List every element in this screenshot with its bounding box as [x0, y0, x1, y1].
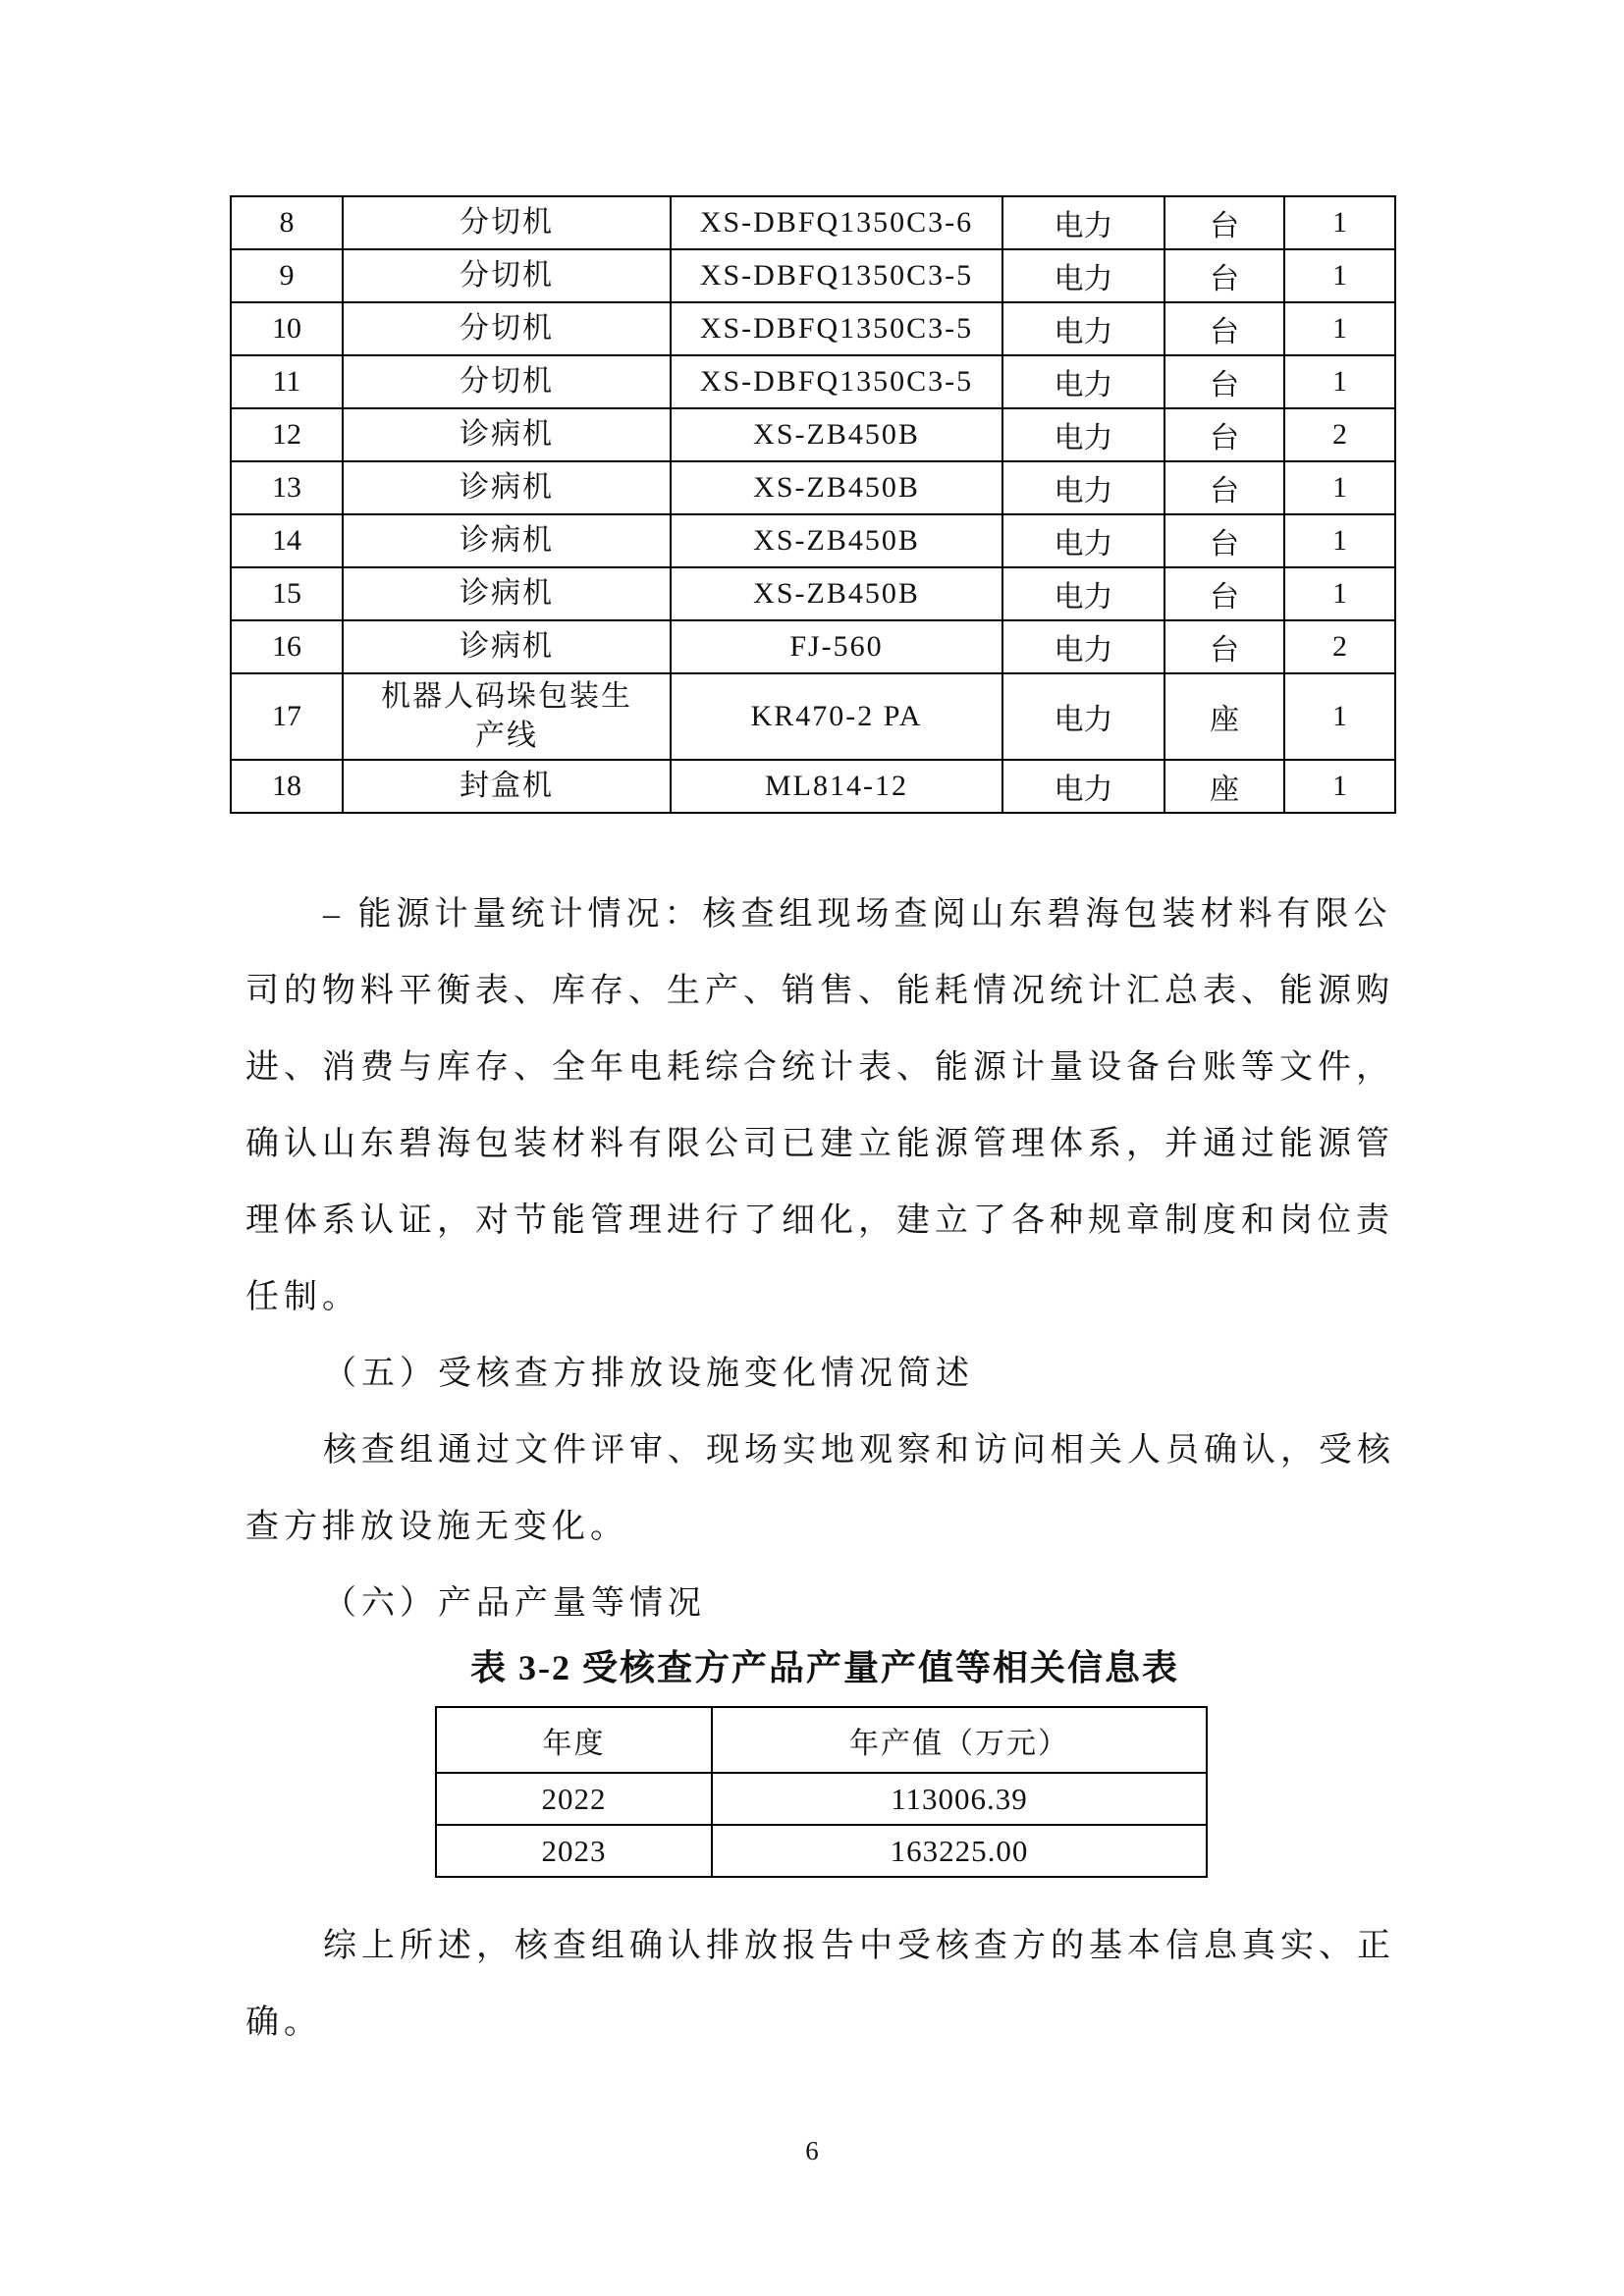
equip-no: 11 — [231, 355, 343, 408]
equip-qty: 1 — [1284, 461, 1395, 514]
equip-model: FJ-560 — [671, 620, 1002, 673]
equip-model: XS-DBFQ1350C3-5 — [671, 355, 1002, 408]
paragraph-line: – 能源计量统计情况：核查组现场查阅山东碧海包装材料有限公 — [323, 896, 1392, 933]
equip-energy: 电力 — [1002, 620, 1164, 673]
equip-no: 17 — [231, 673, 343, 760]
table-row — [231, 196, 1395, 249]
output-value-cell: 113006.39 — [712, 1773, 1207, 1825]
equip-no: 8 — [231, 196, 343, 249]
table-3-2-caption: 表 3-2 受核查方产品产量产值等相关信息表 — [470, 1648, 1179, 1687]
table-row — [231, 620, 1395, 673]
equip-name: 诊病机 — [343, 408, 671, 461]
equip-model: ML814-12 — [671, 760, 1002, 813]
equip-qty: 2 — [1284, 620, 1395, 673]
equip-name: 分切机 — [343, 302, 671, 355]
equip-model: XS-ZB450B — [671, 514, 1002, 567]
equip-energy: 电力 — [1002, 408, 1164, 461]
table-row — [231, 760, 1395, 813]
equip-energy: 电力 — [1002, 196, 1164, 249]
equip-unit: 台 — [1164, 567, 1284, 620]
equip-unit: 台 — [1164, 196, 1284, 249]
equip-energy: 电力 — [1002, 302, 1164, 355]
equip-qty: 1 — [1284, 673, 1395, 760]
equip-energy: 电力 — [1002, 249, 1164, 302]
paragraph-line: 进、消费与库存、全年电耗综合统计表、能源计量设备台账等文件， — [245, 1049, 1394, 1086]
equip-qty: 1 — [1284, 302, 1395, 355]
equip-energy: 电力 — [1002, 760, 1164, 813]
equip-unit: 台 — [1164, 461, 1284, 514]
equip-unit: 座 — [1164, 760, 1284, 813]
equip-name: 分切机 — [343, 355, 671, 408]
equip-no: 12 — [231, 408, 343, 461]
equip-no: 15 — [231, 567, 343, 620]
section-heading-5: （五）受核查方排放设施变化情况简述 — [323, 1356, 974, 1392]
equip-qty: 2 — [1284, 408, 1395, 461]
table-header-row — [436, 1707, 1207, 1773]
table-3-2 — [435, 1706, 1208, 1878]
equip-model: XS-ZB450B — [671, 408, 1002, 461]
paragraph-line: 核查组通过文件评审、现场实地观察和访问相关人员确认，受核 — [323, 1432, 1395, 1468]
equip-qty: 1 — [1284, 514, 1395, 567]
equip-name: 诊病机 — [343, 567, 671, 620]
equip-name: 封盒机 — [343, 760, 671, 813]
equip-name: 机器人码垛包装生产线 — [343, 673, 671, 760]
equip-model: XS-ZB450B — [671, 567, 1002, 620]
equip-no: 14 — [231, 514, 343, 567]
paragraph-line: 任制。 — [245, 1279, 360, 1315]
year-header: 年度 — [436, 1707, 712, 1773]
equip-energy: 电力 — [1002, 567, 1164, 620]
table-row — [231, 567, 1395, 620]
equip-unit: 台 — [1164, 620, 1284, 673]
page-number: 6 — [805, 2136, 819, 2165]
year-cell: 2022 — [436, 1773, 712, 1825]
paragraph-line: 确。 — [245, 2004, 322, 2041]
equip-qty: 1 — [1284, 249, 1395, 302]
equip-unit: 台 — [1164, 249, 1284, 302]
equip-qty: 1 — [1284, 567, 1395, 620]
equip-energy: 电力 — [1002, 514, 1164, 567]
equip-model: KR470-2 PA — [671, 673, 1002, 760]
closing-paragraph — [245, 1908, 1408, 2061]
table-row — [231, 408, 1395, 461]
equip-unit: 台 — [1164, 302, 1284, 355]
equip-qty: 1 — [1284, 760, 1395, 813]
table-row — [231, 673, 1395, 760]
table-row — [231, 461, 1395, 514]
paragraph-line: 司的物料平衡表、库存、生产、销售、能耗情况统计汇总表、能源购 — [245, 973, 1394, 1009]
equip-unit: 台 — [1164, 514, 1284, 567]
equip-name: 诊病机 — [343, 514, 671, 567]
equipment-table — [230, 195, 1396, 814]
body-text — [245, 877, 1408, 1642]
equip-name: 分切机 — [343, 196, 671, 249]
equip-no: 18 — [231, 760, 343, 813]
section-heading-6: （六）产品产量等情况 — [323, 1585, 706, 1622]
table-row — [231, 514, 1395, 567]
equip-no: 16 — [231, 620, 343, 673]
paragraph-line: 查方排放设施无变化。 — [245, 1509, 628, 1545]
year-cell: 2023 — [436, 1825, 712, 1877]
equip-model: XS-DBFQ1350C3-5 — [671, 302, 1002, 355]
table-row — [231, 302, 1395, 355]
table-row — [231, 249, 1395, 302]
equip-name: 诊病机 — [343, 620, 671, 673]
paragraph-line: 理体系认证，对节能管理进行了细化，建立了各种规章制度和岗位责 — [245, 1202, 1394, 1239]
equip-no: 10 — [231, 302, 343, 355]
equip-energy: 电力 — [1002, 355, 1164, 408]
equip-unit: 座 — [1164, 673, 1284, 760]
equip-qty: 1 — [1284, 196, 1395, 249]
table-row — [436, 1825, 1207, 1877]
equip-energy: 电力 — [1002, 461, 1164, 514]
equip-no: 9 — [231, 249, 343, 302]
equip-no: 13 — [231, 461, 343, 514]
equip-name: 诊病机 — [343, 461, 671, 514]
equip-qty: 1 — [1284, 355, 1395, 408]
equip-model: XS-DBFQ1350C3-6 — [671, 196, 1002, 249]
equip-energy: 电力 — [1002, 673, 1164, 760]
table-row — [231, 355, 1395, 408]
output-value-header: 年产值（万元） — [712, 1707, 1207, 1773]
equip-unit: 台 — [1164, 355, 1284, 408]
paragraph-line: 综上所述，核查组确认排放报告中受核查方的基本信息真实、正 — [323, 1928, 1395, 1964]
equip-model: XS-ZB450B — [671, 461, 1002, 514]
equip-model: XS-DBFQ1350C3-5 — [671, 249, 1002, 302]
equip-name: 分切机 — [343, 249, 671, 302]
output-value-cell: 163225.00 — [712, 1825, 1207, 1877]
equip-unit: 台 — [1164, 408, 1284, 461]
paragraph-line: 确认山东碧海包装材料有限公司已建立能源管理体系，并通过能源管 — [245, 1126, 1394, 1162]
table-row — [436, 1773, 1207, 1825]
